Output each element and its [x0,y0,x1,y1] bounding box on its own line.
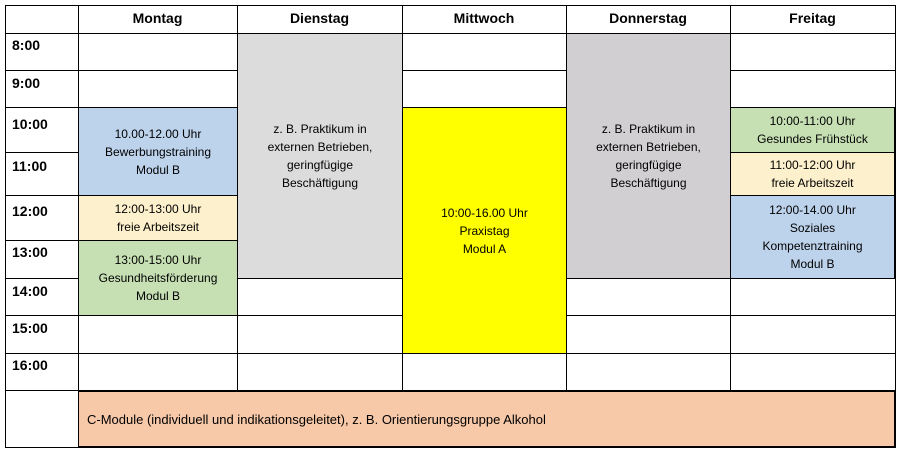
time-8: 8:00 [12,37,41,53]
grid-line [5,152,78,153]
mittwoch-praxistag [402,107,567,354]
grid-line [5,447,895,448]
grid-line [5,240,78,241]
montag-bewerbungstraining [78,107,238,196]
block-line: externen Betrieben, [267,140,373,154]
time-12: 12:00 [12,203,48,219]
grid-line [5,33,895,34]
c-module-row [78,391,895,447]
c-module-text: C-Module (individuell und indikationsgeleitet), z. B. Orientierungsgruppe Alkohol [87,411,546,427]
block-time: 13:00-15:00 Uhr [114,253,202,267]
block-module: Modul A [462,241,507,256]
block-time: 10:00-11:00 Uhr [769,114,856,128]
freitag-kompetenztraining [730,195,895,279]
block-module: Modul B [135,162,180,177]
time-14: 14:00 [12,283,48,299]
block-title: Soziales [789,221,836,235]
block-line: geringfügige [615,158,682,172]
block-time: 11:00-12:00 Uhr [769,158,856,172]
block-module: Modul B [790,257,835,271]
block-title: Bewerbungstraining [104,144,212,159]
block-title: Praxistag [459,223,510,238]
block-title: Gesundes Frühstück [757,132,868,146]
block-time: 10:00-16.00 Uhr [441,205,528,220]
time-10: 10:00 [12,116,48,132]
block-module: Modul B [135,289,181,303]
freitag-gesundes-fruehstueck [730,107,895,153]
header-montag: Montag [132,10,183,26]
block-line: z. B. Praktikum in [601,122,696,136]
header-dienstag: Dienstag [289,10,350,26]
dienstag-praktikum [237,33,403,279]
block-title: freie Arbeitszeit [116,220,200,234]
block-line: geringfügige [286,158,354,172]
time-11: 11:00 [12,158,48,174]
block-time: 12:00-14.00 Uhr [769,203,856,217]
block-line: Beschäftigung [610,176,687,190]
block-line: z. B. Praktikum in [273,122,367,136]
grid-line [895,5,896,448]
block-title: freie Arbeitszeit [771,176,854,190]
grid-line [5,5,895,6]
header-mittwoch: Mittwoch [453,10,515,26]
freitag-freie-arbeitszeit [730,152,895,196]
time-16: 16:00 [12,357,48,373]
grid-line [5,5,6,448]
block-time: 10.00-12.00 Uhr [114,126,202,141]
block-title: Gesundheitsförderung [98,271,218,285]
montag-gesundheitsfoerderung [78,240,238,316]
block-time: 12:00-13:00 Uhr [114,202,202,216]
donnerstag-praktikum [566,33,731,279]
grid-line [5,70,895,71]
header-freitag: Freitag [789,10,836,26]
time-13: 13:00 [12,244,48,260]
block-line: Beschäftigung [281,176,359,190]
time-9: 9:00 [12,75,41,91]
montag-freie-arbeitszeit [78,195,238,241]
header-donnerstag: Donnerstag [609,10,687,26]
grid-line [5,195,78,196]
time-15: 15:00 [12,320,48,336]
block-title: Kompetenztraining [762,239,863,253]
block-line: externen Betrieben, [596,140,701,154]
